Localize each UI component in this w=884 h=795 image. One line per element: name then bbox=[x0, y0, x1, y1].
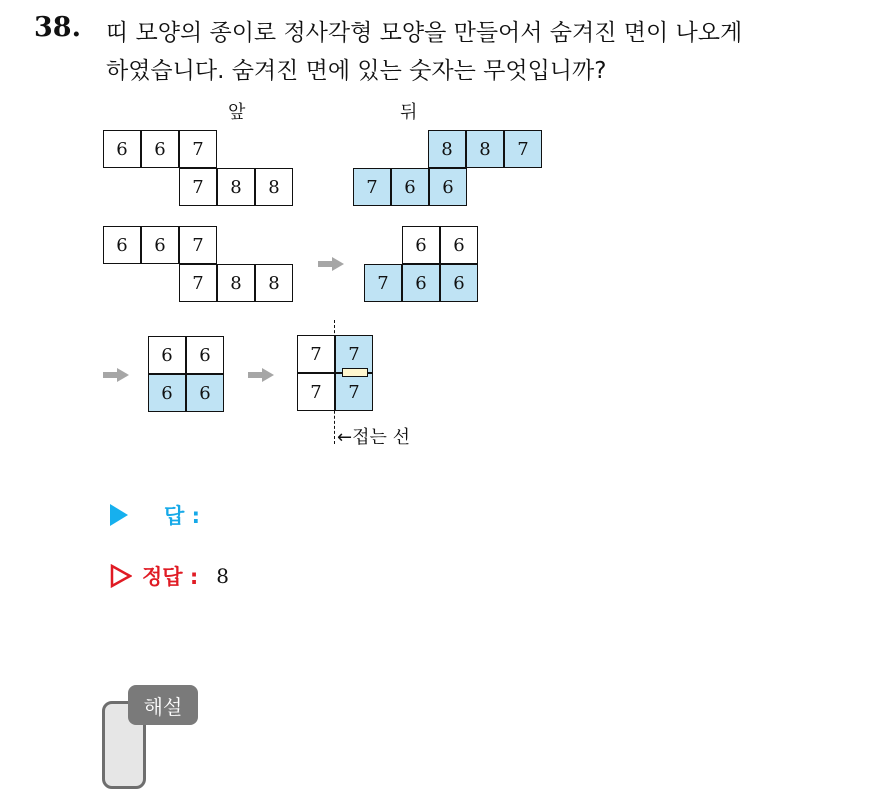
outline-triangle-icon bbox=[110, 564, 132, 588]
front-strip-top bbox=[103, 130, 217, 168]
square-cell: 7 bbox=[335, 373, 373, 411]
correct-answer-value: 8 bbox=[216, 564, 230, 588]
question-text-line1: 띠 모양의 종이로 정사각형 모양을 만들어서 숨겨진 면이 나오게 bbox=[106, 20, 743, 46]
step2-strip-bottom bbox=[179, 264, 293, 302]
arrow-right-icon bbox=[248, 368, 274, 382]
strip-cell: 7 bbox=[179, 264, 217, 302]
strip-cell: 6 bbox=[103, 226, 141, 264]
strip-cell: 6 bbox=[103, 130, 141, 168]
strip-cell: 6 bbox=[141, 130, 179, 168]
explanation-tab[interactable]: 해설 bbox=[128, 685, 198, 725]
strip-cell: 8 bbox=[255, 264, 293, 302]
answer-row bbox=[110, 500, 200, 530]
square-cell: 7 bbox=[335, 335, 373, 373]
arrow-right-icon bbox=[103, 368, 129, 382]
strip-cell: 7 bbox=[353, 168, 391, 206]
square-cell: 6 bbox=[186, 374, 224, 412]
answer-label: 답 : bbox=[164, 504, 200, 528]
back-strip-bottom bbox=[353, 168, 467, 206]
square-cell: 6 bbox=[148, 336, 186, 374]
strip-cell: 6 bbox=[402, 226, 440, 264]
back-strip-top bbox=[428, 130, 542, 168]
front-label: 앞 bbox=[228, 102, 246, 123]
strip-cell: 6 bbox=[440, 226, 478, 264]
arrow-right-icon bbox=[318, 257, 344, 271]
square-cell: 6 bbox=[148, 374, 186, 412]
tape-piece bbox=[342, 368, 368, 377]
strip-cell: 7 bbox=[504, 130, 542, 168]
fold-line-label bbox=[337, 423, 410, 449]
fold-label-text: 접는 선 bbox=[352, 427, 410, 448]
front-strip-bottom bbox=[179, 168, 293, 206]
strip-cell: 8 bbox=[255, 168, 293, 206]
step2-strip-top bbox=[103, 226, 217, 264]
question-text-line2: 하였습니다. 숨겨진 면에 있는 숫자는 무엇입니까? bbox=[106, 58, 607, 84]
fold-line bbox=[334, 320, 335, 444]
left-arrow-icon: ← bbox=[337, 427, 353, 448]
correct-answer-row bbox=[110, 561, 229, 591]
strip-cell: 8 bbox=[217, 264, 255, 302]
square-cell: 7 bbox=[297, 373, 335, 411]
strip-cell: 8 bbox=[428, 130, 466, 168]
strip-cell: 7 bbox=[179, 226, 217, 264]
strip-cell: 7 bbox=[179, 130, 217, 168]
square-cell: 6 bbox=[186, 336, 224, 374]
strip-cell: 8 bbox=[466, 130, 504, 168]
step3-square bbox=[148, 336, 224, 412]
square-cell: 7 bbox=[297, 335, 335, 373]
strip-cell: 7 bbox=[364, 264, 402, 302]
correct-answer-label: 정답 : bbox=[142, 565, 199, 589]
question-number: 38. bbox=[34, 12, 81, 43]
step2-folded-top bbox=[402, 226, 478, 264]
strip-cell: 6 bbox=[391, 168, 429, 206]
step2-folded-bottom bbox=[364, 264, 478, 302]
strip-cell: 7 bbox=[179, 168, 217, 206]
strip-cell: 6 bbox=[440, 264, 478, 302]
play-triangle-icon bbox=[110, 504, 128, 526]
strip-cell: 6 bbox=[141, 226, 179, 264]
back-label: 뒤 bbox=[400, 102, 418, 123]
strip-cell: 8 bbox=[217, 168, 255, 206]
strip-cell: 6 bbox=[402, 264, 440, 302]
strip-cell: 6 bbox=[429, 168, 467, 206]
